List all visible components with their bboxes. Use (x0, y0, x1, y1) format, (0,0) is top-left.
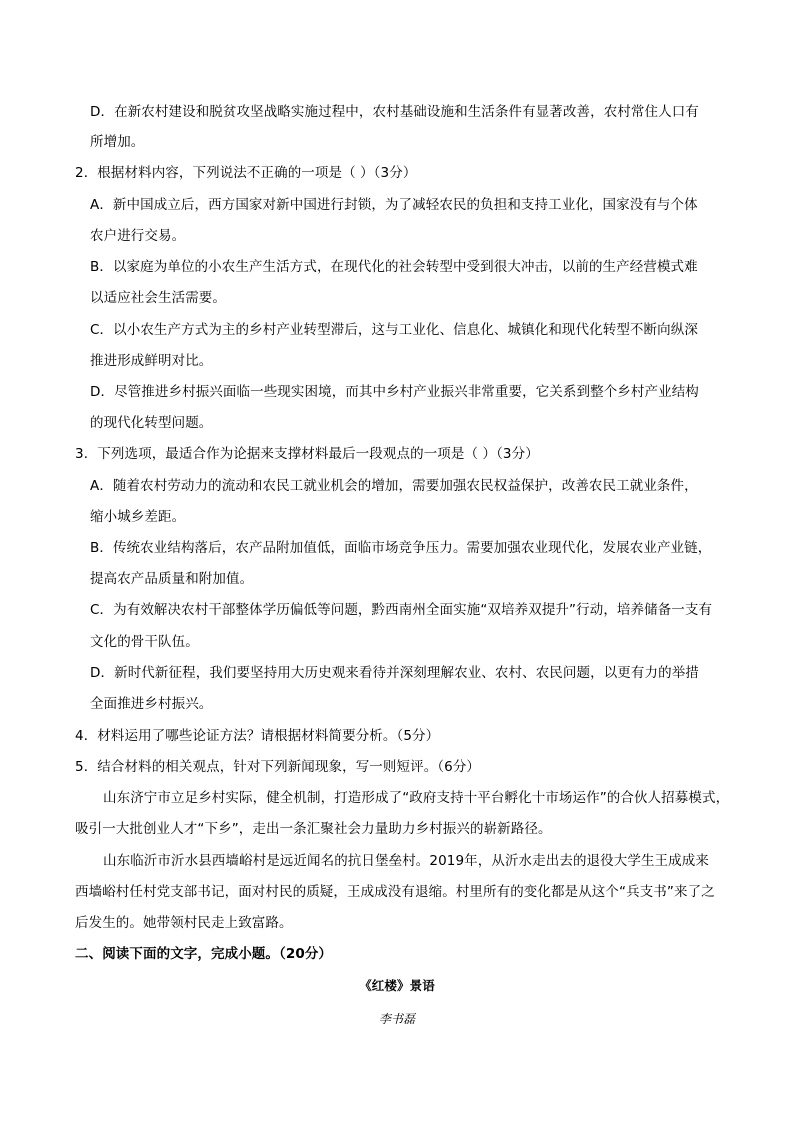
q2-option-c-line1: C．以小农生产方式为主的乡村产业转型滞后，这与工业化、信息化、城镇化和现代化转型不断向纵深 (90, 322, 698, 338)
q2-option-a-line1: A．新中国成立后，西方国家对新中国进行封锁，为了减轻农民的负担和支持工业化，国家没有与个体 (90, 197, 698, 213)
q3-stem: 3．下列选项，最适合作为论据来支撑材料最后一段观点的一项是（ ）（3分） (75, 446, 539, 462)
q2-option-c-line2: 推进形成鲜明对比。 (90, 353, 213, 369)
section2-heading: 二、阅读下面的文字，完成小题。（20分） (75, 946, 333, 962)
q3-option-c-line1: C．为有效解决农村干部整体学历偏低等问题，黔西南州全面实施“双培养双提升”行动，培养储备一支有 (90, 602, 713, 618)
q5-news1-line2: 吸引一大批创业人才“下乡”，走出一条汇聚社会力量助力乡村振兴的崭新路径。 (75, 821, 552, 837)
q5-news2-line3: 后发生的。她带领村民走上致富路。 (75, 915, 293, 931)
q2-option-d-line1: D．尽管推进乡村振兴面临一些现实困境，而其中乡村产业振兴非常重要，它关系到整个乡村产业结构 (90, 384, 699, 400)
q2-option-a-line2: 农户进行交易。 (90, 228, 186, 244)
q3-option-a-line1: A．随着农村劳动力的流动和农民工就业机会的增加，需要加强农民权益保护，改善农民工就业条件， (90, 478, 698, 494)
q3-option-b-line1: B．传统农业结构落后，农产品附加值低，面临市场竞争压力。需要加强农业现代化，发展农业产业链， (90, 540, 712, 556)
q3-option-d-line1: D．新时代新征程，我们要坚持用大历史观来看待并深刻理解农业、农村、农民问题，以更有力的举措 (90, 665, 699, 681)
q3-option-d-line2: 全面推进乡村振兴。 (90, 696, 213, 712)
q3-option-b-line2: 提高农产品质量和附加值。 (90, 571, 254, 587)
article-title: 《红楼》景语 (359, 978, 435, 993)
q2-option-b-line2: 以适应社会生活需要。 (90, 290, 226, 306)
q5-stem: 5．结合材料的相关观点，针对下列新闻现象，写一则短评。（6分） (75, 759, 481, 775)
q2-option-d-line2: 的现代化转型问题。 (90, 415, 213, 431)
q2-option-b-line1: B．以家庭为单位的小农生产生活方式，在现代化的社会转型中受到很大冲击，以前的生产经营模式难 (90, 259, 698, 275)
q2-stem: 2．根据材料内容，下列说法不正确的一项是（ ）（3分） (75, 165, 417, 181)
article-author: 李书磊 (378, 1012, 416, 1026)
q5-news1-line1: 山东济宁市立足乡村实际，健全机制，打造形成了“政府支持十平台孵化十市场运作”的合伙人招募模式， (103, 790, 730, 806)
q4-stem: 4．材料运用了哪些论证方法？请根据材料简要分析。（5分） (75, 728, 440, 744)
q5-news2-line2: 西墙峪村任村党支部书记，面对村民的质疑，王成成没有退缩。村里所有的变化都是从这个“兵支书”来了之 (75, 884, 715, 900)
q3-option-a-line2: 缩小城乡差距。 (90, 509, 186, 525)
q1-option-d-line2: 所增加。 (90, 134, 145, 150)
q3-option-c-line2: 文化的骨干队伍。 (90, 634, 199, 650)
q5-news2-line1: 山东临沂市沂水县西墙峪村是远近闻名的抗日堡垒村。2019年，从沂水走出去的退役大学生王成成来 (103, 853, 709, 869)
q1-option-d-line1: D．在新农村建设和脱贫攻坚战略实施过程中，农村基础设施和生活条件有显著改善，农村常住人口有 (90, 104, 699, 120)
